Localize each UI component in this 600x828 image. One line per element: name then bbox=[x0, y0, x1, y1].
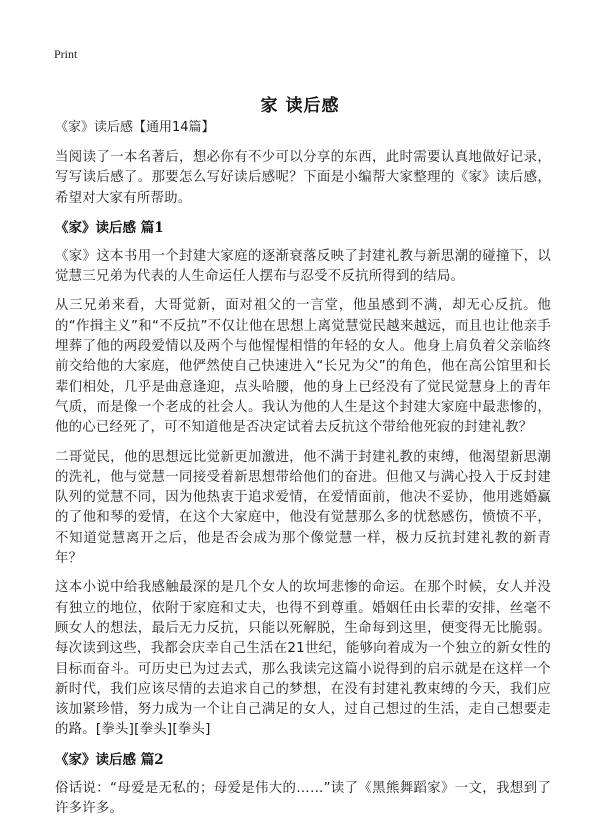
paragraph: 这本小说中给我感触最深的是几个女人的坎坷悲惨的命运。在那个时候，女人并没有独立的地位，依附于家庭和丈夫，也得不到尊重。婚姻任由长辈的安排，丝毫不顾女人的想法，最后无力反抗，只能以死解脱，生命每到这里，便变得无比脆弱。每次读到这些，我都会庆幸自己生活在21世纪，能够向着成为一个独立的新女性的目标而奋斗。可历史已为过去式，那么我读完这篇小说得到的启示就是在这样一个新时代，我们应该尽情的去追求自己的梦想，在没有封建礼教束缚的今天，我们应该加紧珍惜，努力成为一个让自己满足的女人，过自己想过的生活，走自己想要走的路。[拳头][拳头][拳头] bbox=[55, 580, 551, 738]
paragraph: 俗话说：“母爱是无私的；母爱是伟大的……”读了《黑熊舞蹈家》一文，我想到了许多许多。 bbox=[55, 780, 551, 817]
section-heading: 《家》读后感 篇1 bbox=[55, 219, 164, 236]
paragraph: 从三兄弟来看，大哥觉新，面对祖父的一言堂，他虽感到不满，却无心反抗。他的“作揖主义”和“不反抗”不仅让他在思想上离觉慧觉民越来越远，而且也让他亲手埋葬了他的两段爱情以及两个与他惺惺相惜的年轻的女人。他身上肩负着父亲临终前交给他的大家庭，他俨然使自己快速进入“长兄为父”的角色，他在高公馆里和长辈们相处，几乎是曲意逢迎，点头哈腰，他的身上已经没有了觉民觉慧身上的青年气质，而是像一个老成的社会人。我认为他的人生是这个封建大家庭中最悲惨的，他的心已经死了，可不知道他是否决定试着去反抗这个带给他死寂的封建礼教？ bbox=[55, 298, 551, 436]
paragraph: 二哥觉民，他的思想远比觉新更加激进，他不满于封建礼教的束缚，他渴望新思潮的洗礼，他与觉慧一同接受着新思想带给他们的奋进。但他又与满心投入于反封建队列的觉慧不同，因为他热衷于追求爱情，在爱情面前，他决不妥协，他用逃婚赢的了他和琴的爱情，在这个大家庭中，他没有觉慧那么多的忧愁感伤，愤愤不平，不知道觉慧离开之后，他是否会成为那个像觉慧一样，极力反抗封建礼教的新青年？ bbox=[55, 449, 551, 567]
print-label: Print bbox=[54, 47, 78, 61]
document-title: 家 读后感 bbox=[260, 96, 340, 117]
document-body bbox=[55, 119, 551, 828]
paragraph: 《家》这本书用一个封建大家庭的逐渐衰落反映了封建礼教与新思潮的碰撞下，以觉慧三兄弟为代表的人生命运任人摆布与忍受不反抗所得到的结局。 bbox=[55, 248, 551, 285]
section-essay-1 bbox=[55, 218, 551, 741]
document-subtitle: 《家》读后感【通用14篇】 bbox=[55, 120, 215, 135]
section-heading: 《家》读后感 篇2 bbox=[55, 751, 164, 768]
intro-paragraph: 当阅读了一本名著后，想必你有不少可以分享的东西，此时需要认真地做好记录，写写读后感了。那要怎么写好读后感呢？下面是小编帮大家整理的《家》读后感，希望对大家有所帮助。 bbox=[55, 150, 551, 206]
section-essay-2 bbox=[55, 750, 551, 820]
